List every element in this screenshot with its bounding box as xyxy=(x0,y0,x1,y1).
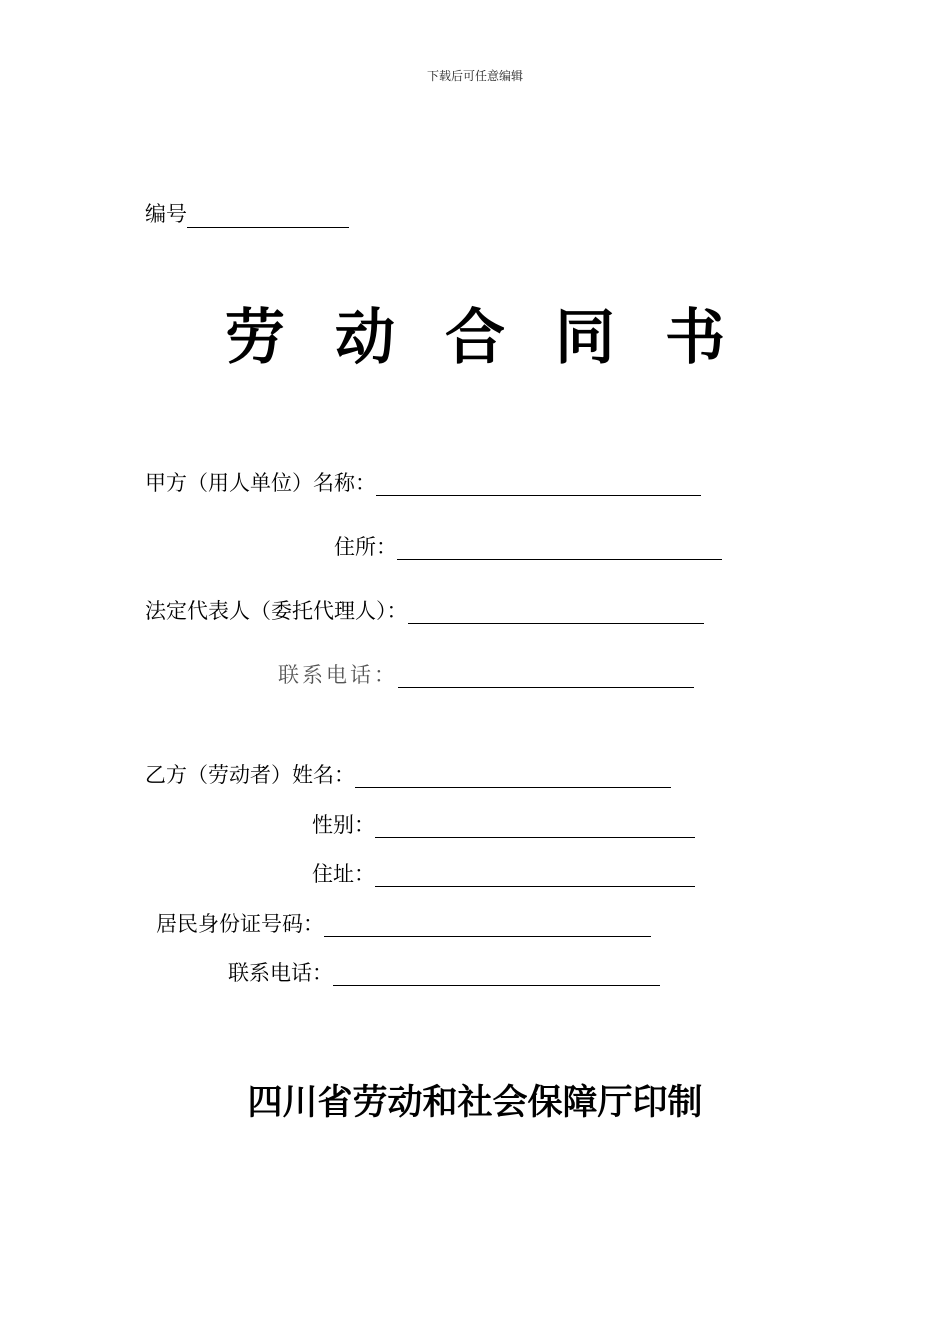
title-char: 动 xyxy=(335,303,395,373)
party-a-name-label: 甲方（用人单位）名称： xyxy=(145,471,376,495)
party-a-address-field xyxy=(334,534,722,560)
publisher-footer: 四川省劳动和社会保障厅印制 xyxy=(247,1083,703,1123)
title-char: 书 xyxy=(665,303,725,373)
party-a-legal-rep-blank[interactable] xyxy=(408,603,704,624)
party-a-phone-blank[interactable] xyxy=(398,667,694,688)
party-b-phone-label: 联系电话： xyxy=(228,961,333,985)
serial-label: 编号 xyxy=(145,202,187,226)
party-a-name-blank[interactable] xyxy=(376,475,701,496)
party-b-gender-label: 性别： xyxy=(312,813,375,837)
party-a-phone-label: 联系电话： xyxy=(278,663,398,687)
serial-number-field xyxy=(145,198,349,228)
party-b-id-label: 居民身份证号码： xyxy=(156,912,324,936)
party-a-address-blank[interactable] xyxy=(397,539,722,560)
party-b-address-label: 住址： xyxy=(312,862,375,886)
party-a-legal-rep-label: 法定代表人（委托代理人）： xyxy=(145,599,408,623)
party-a-legal-rep-field xyxy=(145,598,704,624)
party-b-phone-blank[interactable] xyxy=(333,965,660,986)
title-char: 合 xyxy=(445,303,505,373)
party-b-name-blank[interactable] xyxy=(355,767,671,788)
party-b-phone-field xyxy=(228,960,660,986)
party-b-name-label: 乙方（劳动者）姓名： xyxy=(145,763,355,787)
party-b-id-field xyxy=(156,911,651,937)
header-note: 下载后可任意编辑 xyxy=(426,69,523,83)
party-a-phone-field xyxy=(278,662,694,688)
title-char: 同 xyxy=(555,303,615,373)
document-title xyxy=(0,290,950,376)
party-b-id-blank[interactable] xyxy=(324,916,651,937)
serial-blank-line[interactable] xyxy=(187,207,349,228)
party-b-address-field xyxy=(312,861,695,887)
party-b-name-field xyxy=(145,762,671,788)
party-b-address-blank[interactable] xyxy=(375,866,695,887)
party-a-name-field xyxy=(145,470,701,496)
party-a-address-label: 住所： xyxy=(334,535,397,559)
party-b-gender-field xyxy=(312,812,695,838)
party-b-gender-blank[interactable] xyxy=(375,817,695,838)
title-char: 劳 xyxy=(225,303,285,373)
